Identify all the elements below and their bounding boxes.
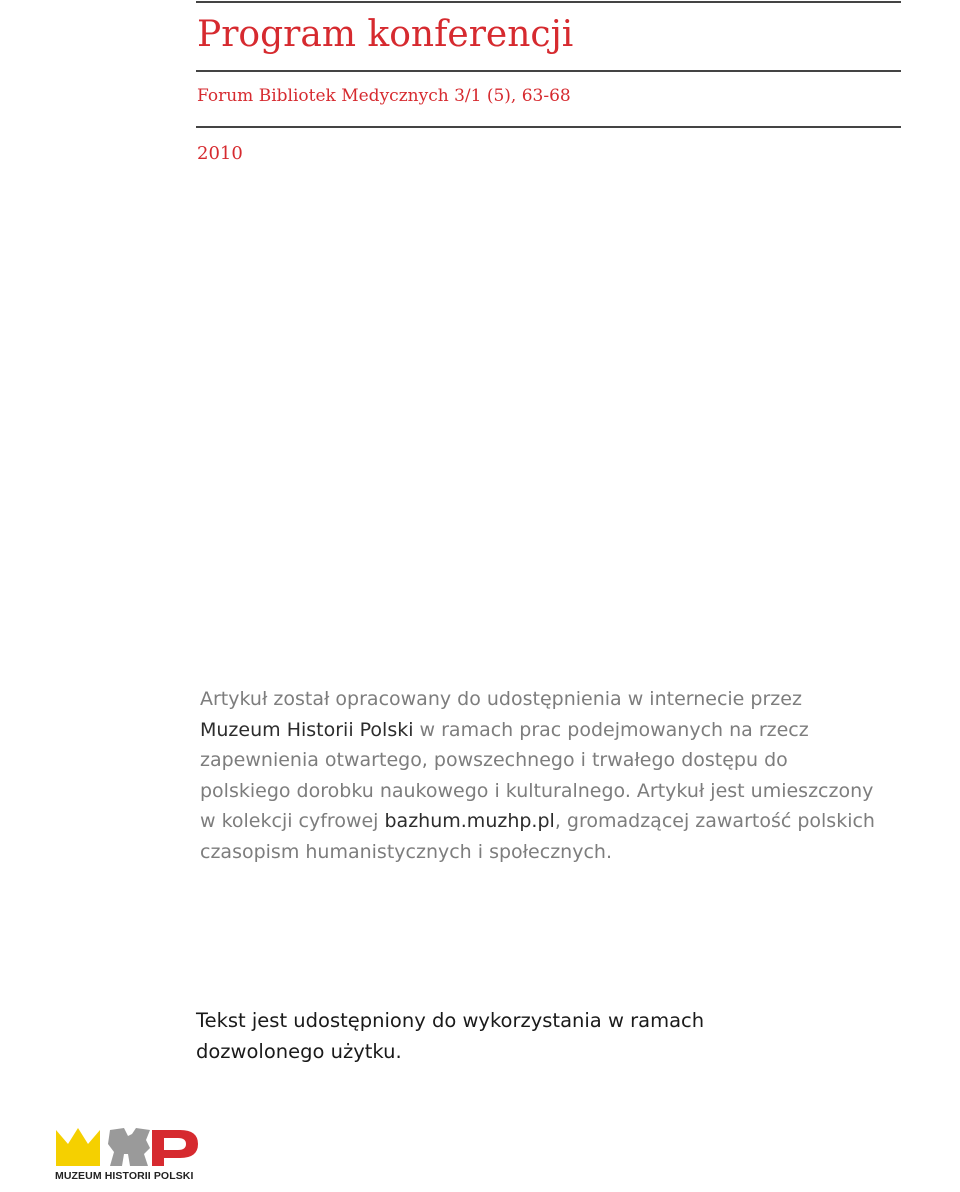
notice-line-6: czasopism humanistycznych i społecznych. bbox=[200, 840, 612, 863]
notice-line-5-start: w kolekcji cyfrowej bbox=[200, 810, 385, 832]
title-rule bbox=[196, 70, 901, 72]
museum-name: Muzeum Historii Polski bbox=[200, 718, 414, 741]
journal-citation: Forum Bibliotek Medycznych 3/1 (5), 63-68 bbox=[197, 86, 571, 106]
notice-line-3: zapewnienia otwartego, powszechnego i trwałego dostępu do bbox=[200, 749, 788, 771]
notice-line-4: polskiego dorobku naukowego i kulturalnego. Artykuł jest umieszczony bbox=[200, 779, 874, 802]
notice-line-5 bbox=[200, 806, 900, 837]
notice-line-1: Artykuł został opracowany do udostępnienia w internecie przez bbox=[200, 688, 802, 710]
usage-line-2: dozwolonego użytku. bbox=[196, 1040, 402, 1063]
citation-rule bbox=[196, 126, 901, 128]
top-rule bbox=[196, 1, 901, 3]
notice-line-5-rest: , gromadzącej zawartość polskich bbox=[554, 810, 875, 832]
museum-logo-mark-icon bbox=[54, 1124, 204, 1170]
logo-caption: MUZEUM HISTORII POLSKI bbox=[55, 1170, 194, 1182]
notice-line-2 bbox=[200, 715, 900, 746]
usage-notice bbox=[196, 1005, 704, 1067]
usage-line-1: Tekst jest udostępniony do wykorzystania w ramach bbox=[196, 1009, 705, 1032]
availability-notice bbox=[200, 684, 900, 867]
publication-year: 2010 bbox=[197, 143, 243, 164]
bazhum-link[interactable]: bazhum.muzhp.pl bbox=[384, 810, 555, 832]
article-title: Program konferencji bbox=[197, 14, 574, 55]
notice-line-2-rest: w ramach prac podejmowanych na rzecz bbox=[413, 718, 809, 741]
